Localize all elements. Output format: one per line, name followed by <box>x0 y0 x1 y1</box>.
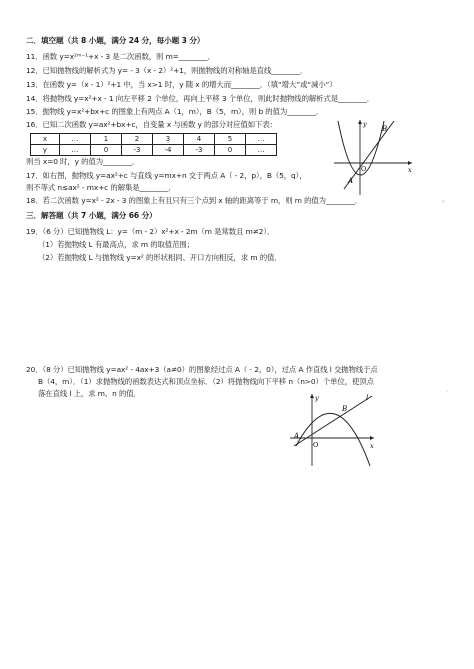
table-cell: 0 <box>215 145 246 156</box>
label-y: y <box>315 394 319 402</box>
table-cell-y-label: y <box>31 145 60 156</box>
y-axis-arrow <box>310 394 314 398</box>
question-18: 18．若二次函数 y=x² - 2x - 3 的图象上有且只有三个点到 x 轴的距离等于 m，则 m 的值为________． <box>26 196 363 205</box>
section2-heading: 二．填空题（共 8 小题，满分 24 分，每小题 3 分） <box>26 36 205 45</box>
question-19-part2: （2）若抛物线 L 与抛物线 y=x² 的形状相同、开口方向相反，求 m 的值． <box>38 253 282 262</box>
table-cell: … <box>246 145 277 156</box>
section3-heading: 三．解答题（共 7 小题，满分 66 分） <box>26 211 157 220</box>
scan-speck <box>446 390 448 392</box>
x-axis-arrow <box>408 161 412 165</box>
table-cell: 2 <box>122 134 153 145</box>
value-table <box>30 133 277 156</box>
table-cell: … <box>60 145 91 156</box>
scan-speck <box>442 200 445 203</box>
label-b: B <box>382 125 388 133</box>
question-19-part1: （1）若抛物线 L 有最高点，求 m 的取值范围； <box>38 240 194 249</box>
y-axis-arrow <box>358 120 362 124</box>
table-row-y <box>31 145 277 156</box>
question-19: 19．（6 分）已知抛物线 L：y=（m - 2）x²+x - 2m（m 是常数且 m≠2）． <box>26 227 275 236</box>
line-l <box>294 396 372 446</box>
label-x: x <box>370 442 374 450</box>
table-cell: 5 <box>215 134 246 145</box>
question-14: 14．将抛物线 y=x²+x - 1 向左平移 2 个单位，再向上平移 3 个单位，则此时抛物线的解析式是________． <box>26 94 375 103</box>
label-a: A <box>348 177 354 185</box>
question-20-line3: 落在直线 l 上，求 m、n 的值． <box>38 389 141 398</box>
question-13: 13．在函数 y=（x - 1）²+1 中，当 x>1 时，y 随 x 的增大而________．（填“增大”或“减小”） <box>26 80 337 89</box>
table-cell: … <box>60 134 91 145</box>
label-l: l <box>366 394 369 402</box>
question-11: 11．函数 y=x²ᵐ⁻¹+x - 3 是二次函数，则 m=________． <box>26 52 215 61</box>
label-y: y <box>363 120 367 128</box>
figure-q17 <box>330 117 416 197</box>
table-cell: 1 <box>91 134 122 145</box>
label-o: O <box>313 441 319 449</box>
question-15: 15．抛物线 y=x²+bx+c 的图象上有两点 A（1，m），B（5，m），则 b 的值为________． <box>26 107 324 116</box>
question-20-line2: B（4，m）．（1）求抛物线的函数表达式和顶点坐标．（2）将抛物线向下平移 n（n>0）个单位，使顶点 <box>38 377 374 386</box>
figure-q20 <box>286 390 378 468</box>
question-16: 16．已知二次函数 y=ax²+bx+c，自变量 x 与函数 y 的部分对应值如下表： <box>26 120 277 129</box>
table-cell: … <box>246 134 277 145</box>
table-cell: -3 <box>184 145 215 156</box>
label-x: x <box>408 166 412 174</box>
table-cell: -3 <box>122 145 153 156</box>
table-cell: 4 <box>184 134 215 145</box>
table-row-x <box>31 134 277 145</box>
table-cell: 0 <box>91 145 122 156</box>
question-17: 17．如右图，抛物线 y=ax²+c 与直线 y=mx+n 交于两点 A（ - 2，p），B（5，q）， <box>26 171 307 180</box>
question-17-ask: 则不等式 n≤ax² - mx+c 的解集是________． <box>26 183 176 192</box>
table-cell-x-label: x <box>31 134 60 145</box>
question-12: 12．已知抛物线的解析式为 y= - 3（x - 2）²+1，则抛物线的对称轴是直线________． <box>26 66 308 75</box>
question-16-ask: 则当 x=0 时，y 的值为________． <box>26 157 140 166</box>
table-cell: -4 <box>153 145 184 156</box>
label-b: B <box>342 405 348 413</box>
label-a: A <box>294 432 300 440</box>
question-20: 20．（8 分）已知抛物线 y=ax² - 4ax+3（a≠0）的图象经过点 A（ - 2，0），过点 A 作直线 l 交抛物线于点 <box>26 365 378 374</box>
label-o: O <box>361 165 367 173</box>
x-axis-arrow <box>370 436 374 440</box>
table-cell: 3 <box>153 134 184 145</box>
